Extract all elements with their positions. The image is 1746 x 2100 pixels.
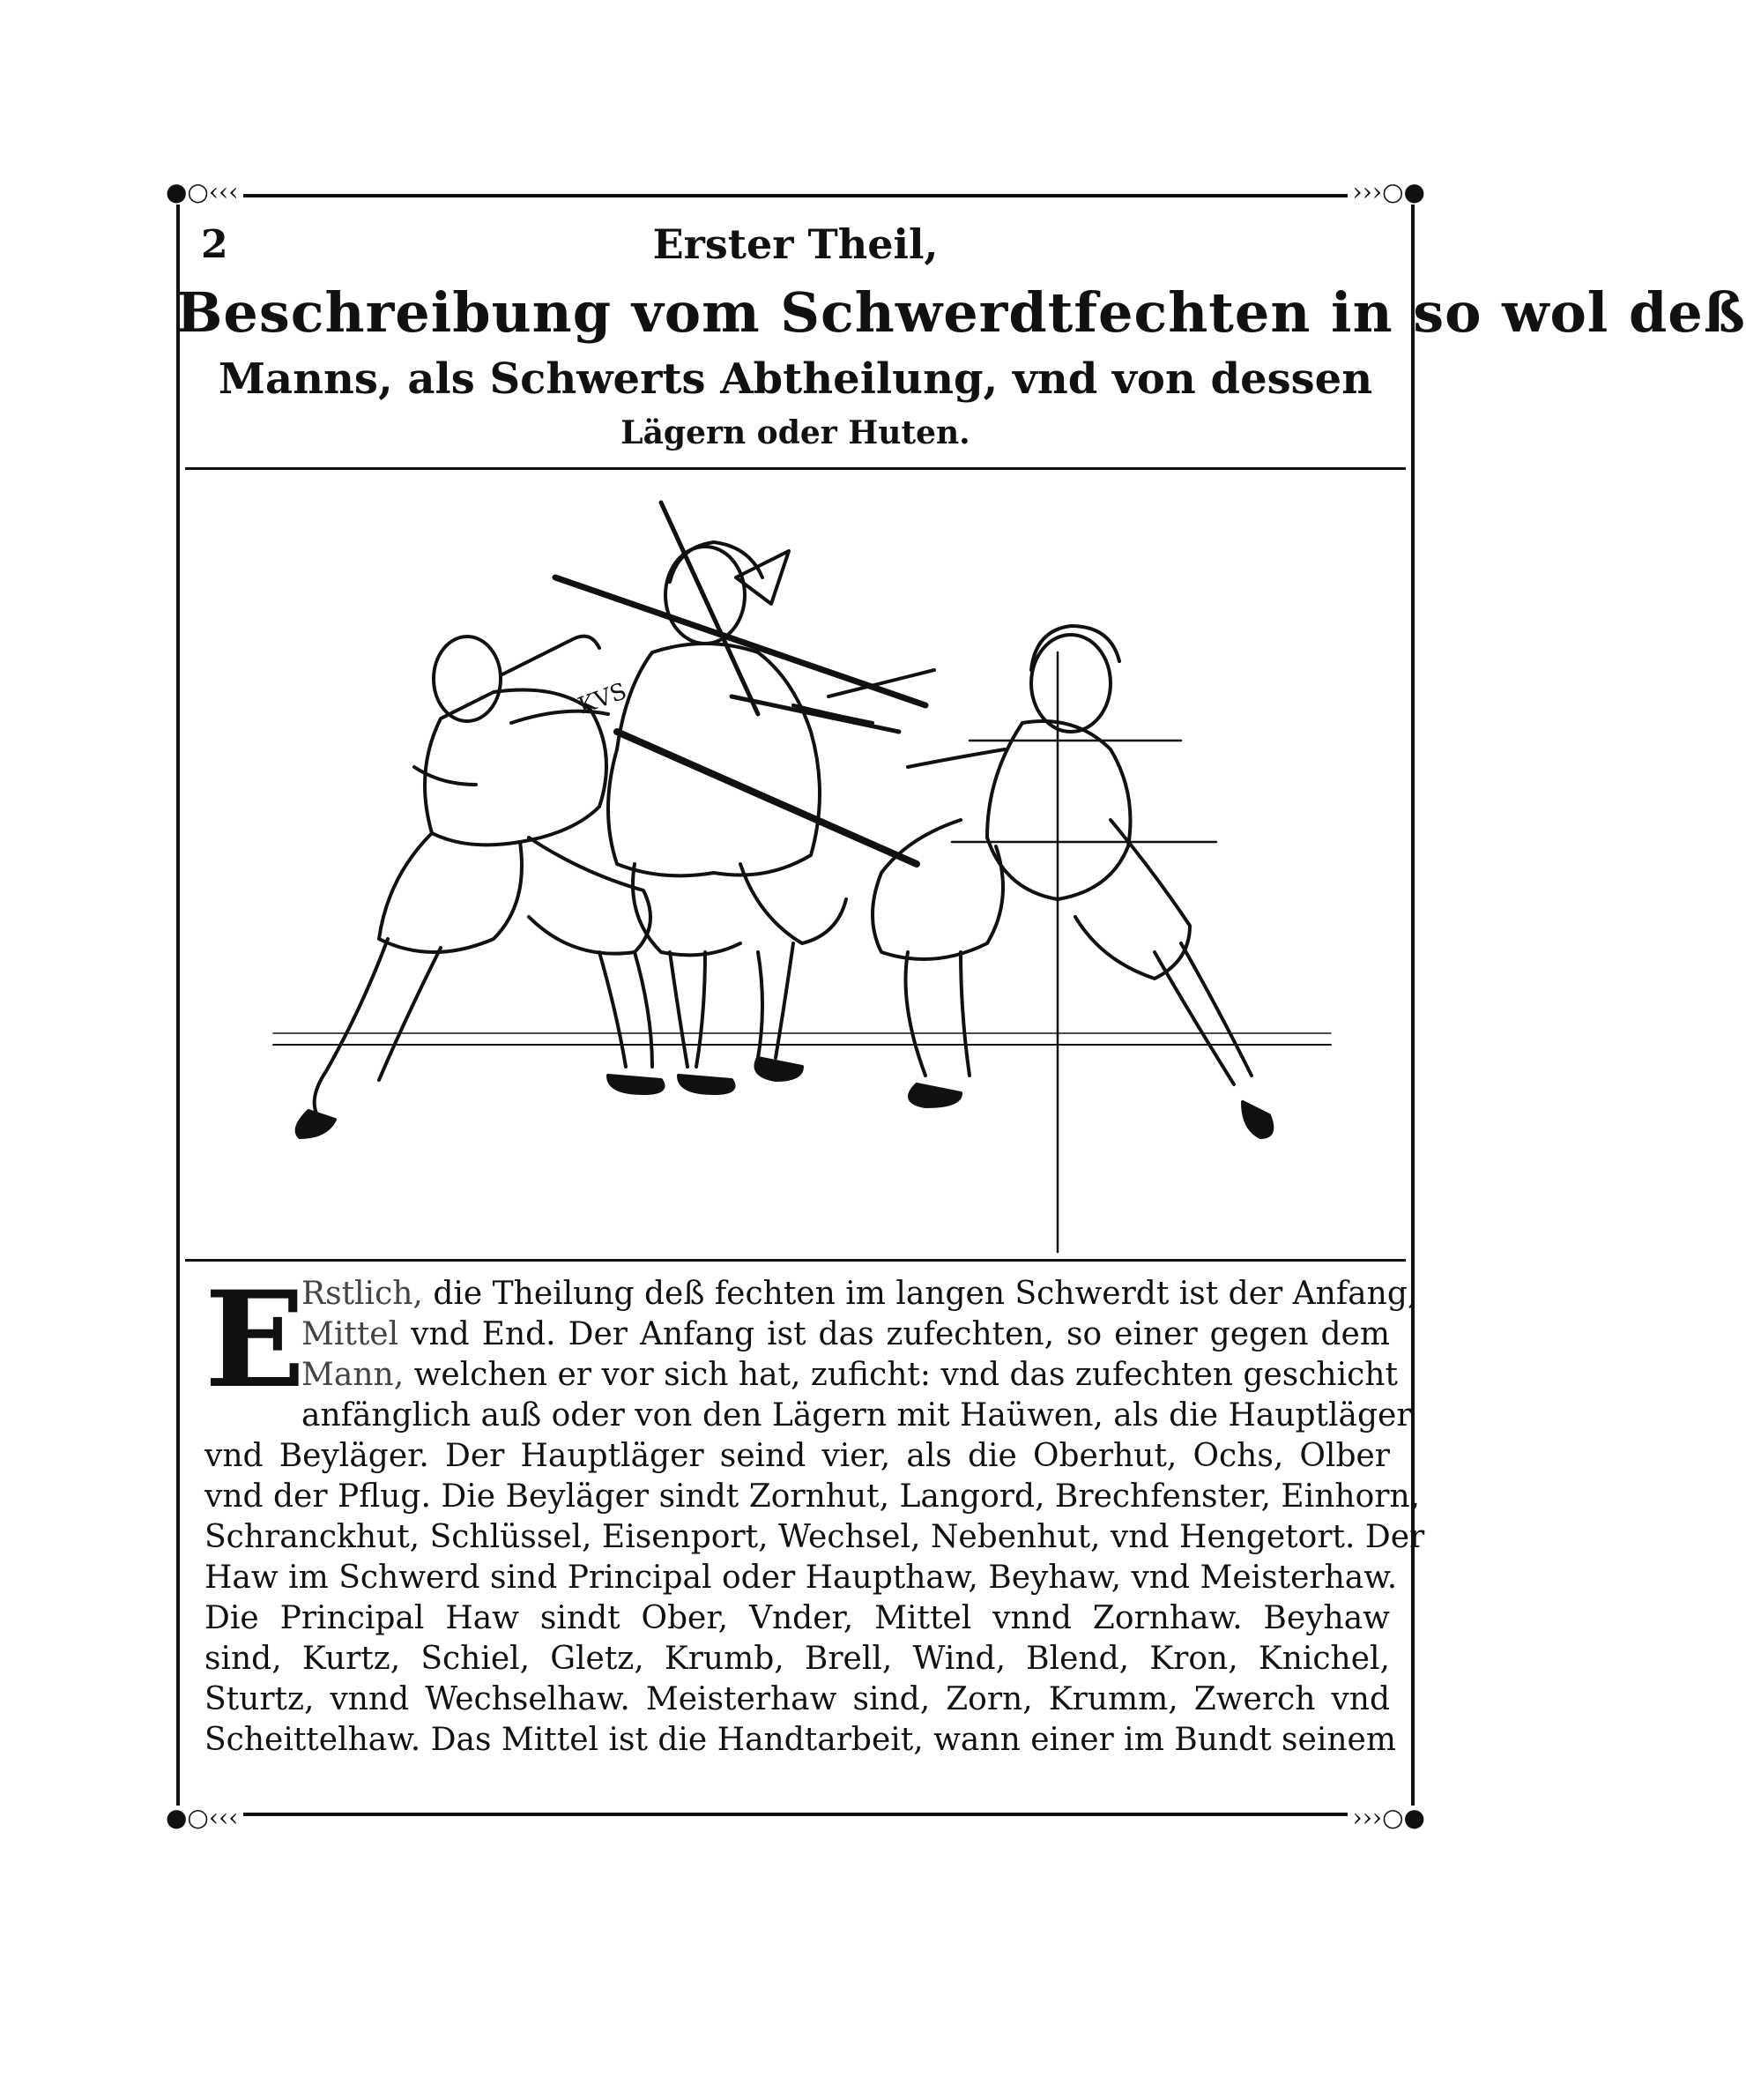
corner-ornament-icon: ●○‹‹‹ — [160, 180, 243, 205]
frame-bottom-rule — [176, 1813, 1415, 1816]
chapter-title-line-3: Lägern oder Huten. — [620, 414, 970, 451]
line-text: vnd der Pflug. Die Beyläger sindt Zornhut, Langord, Brechfenster, Einhorn, — [204, 1478, 1421, 1515]
fencers-illustration — [264, 494, 1340, 1252]
line-lead: Rstlich, — [301, 1276, 423, 1312]
text-line — [301, 1274, 1418, 1314]
chapter-title-line-2: Manns, als Schwerts Abtheilung, vnd von dessen — [218, 354, 1373, 404]
title-divider — [185, 467, 1406, 470]
text-line — [301, 1396, 1412, 1436]
corner-ornament-icon: ●○‹‹‹ — [160, 1806, 243, 1830]
page-number: 2 — [201, 222, 228, 267]
line-text: Schranckhut, Schlüssel, Eisenport, Wechsel, Nebenhut, vnd Hengetort. Der — [204, 1519, 1425, 1555]
body-paragraph — [204, 1262, 1425, 1794]
text-line — [204, 1517, 1425, 1558]
text-line — [204, 1720, 1396, 1761]
line-text: anfänglich auß oder von den Lägern mit Haüwen, als die Hauptläger — [301, 1397, 1412, 1434]
line-text: Die Principal Haw sindt Ober, Vnder, Mittel vnnd Zornhaw. Beyhaw — [204, 1600, 1390, 1636]
sleeve-lettering: KVS — [575, 678, 631, 720]
illustration-divider — [185, 1259, 1406, 1262]
drop-cap: E — [204, 1262, 306, 1418]
frame-top-rule — [176, 194, 1415, 197]
line-text: sind, Kurtz, Schiel, Gletz, Krumb, Brell, Wind, Blend, Kron, Knichel, — [204, 1641, 1390, 1677]
line-text: vnd End. Der Anfang ist das zufechten, so einer gegen dem — [398, 1316, 1390, 1352]
line-text: vnd Beyläger. Der Hauptläger seind vier, als die Oberhut, Ochs, Olber — [204, 1438, 1390, 1474]
text-line — [204, 1477, 1421, 1517]
right-fencer-figure — [873, 626, 1272, 1137]
line-lead: Mittel — [301, 1316, 399, 1352]
text-line — [301, 1355, 1398, 1396]
running-head: Erster Theil, — [652, 220, 939, 268]
text-line — [301, 1314, 1390, 1355]
text-line — [204, 1558, 1398, 1598]
text-line — [204, 1436, 1390, 1477]
chapter-title-line-1: Beschreibung vom Schwerdtfechten in so wol deß — [176, 280, 1746, 345]
line-text: welchen er vor sich hat, zuficht: vnd das zufechten geschicht — [404, 1357, 1398, 1393]
corner-ornament-icon: ›››○● — [1348, 180, 1430, 205]
line-text: die Theilung deß fechten im langen Schwerdt ist der Anfang, — [422, 1276, 1418, 1312]
line-text: Sturtz, vnnd Wechselhaw. Meisterhaw sind, Zorn, Krumm, Zwerch vnd — [204, 1681, 1390, 1717]
text-line — [204, 1639, 1390, 1679]
line-text: Scheittelhaw. Das Mittel ist die Handtarbeit, wann einer im Bundt seinem — [204, 1722, 1396, 1758]
left-fencer-figure — [297, 637, 664, 1137]
line-lead: Mann, — [301, 1357, 405, 1393]
line-text: Haw im Schwerd sind Principal oder Haupthaw, Beyhaw, vnd Meisterhaw. — [204, 1560, 1398, 1596]
corner-ornament-icon: ›››○● — [1348, 1806, 1430, 1830]
text-line — [204, 1679, 1390, 1720]
text-line — [204, 1598, 1390, 1639]
